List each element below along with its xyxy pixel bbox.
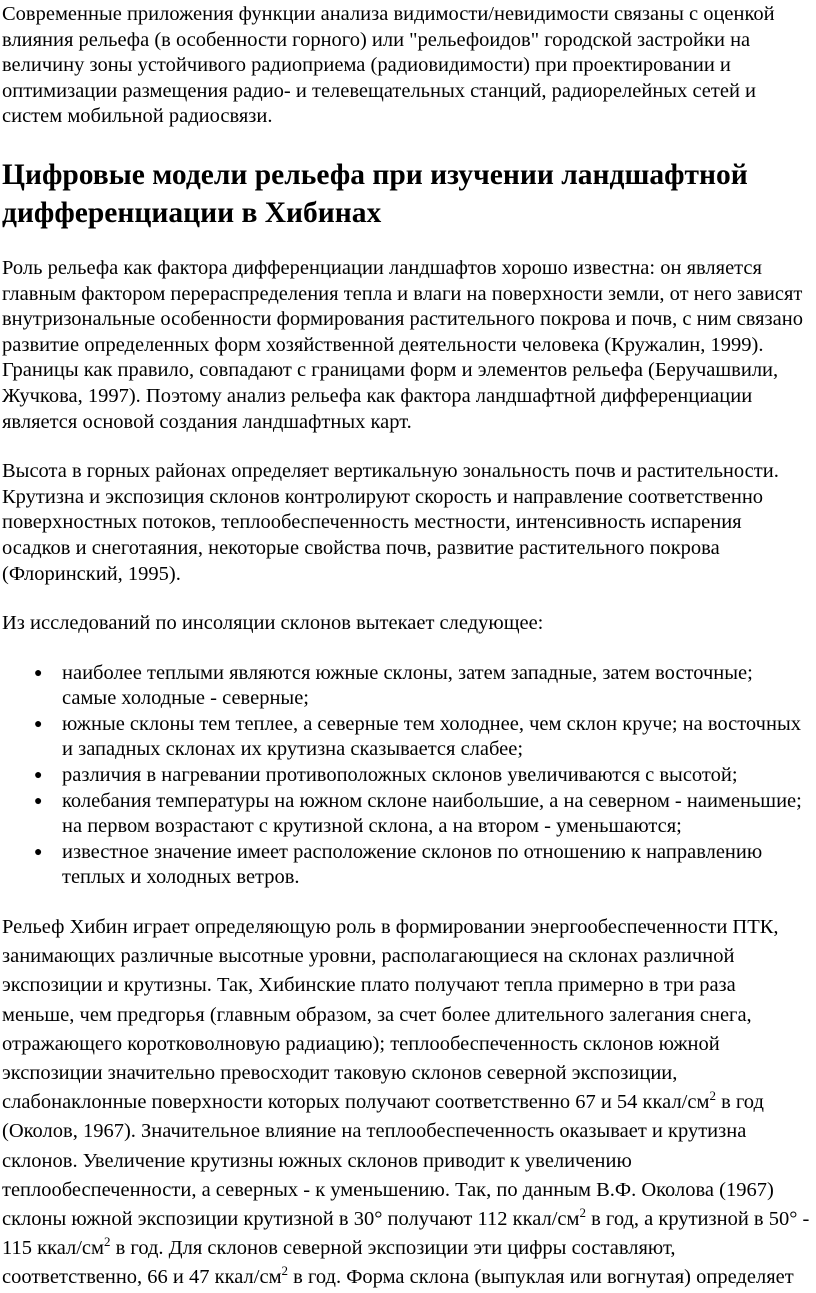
text-segment: в год (Околов, 1967). Значительное влияние на теплообеспеченность оказывает и крутизна склонов. Увеличение крутизны южных склонов приводит к увеличению теплообеспеченности, а северных - к уменьшению. Так, по данным В.Ф. Околова (1967) склоны южной экспозиции крутизной в 30° получают 112 ккал/см: [2, 1091, 774, 1231]
text-segment: в год. Для склонов северной экспозиции эти цифры составляют, соответственно, 66 и 47 ккал/см: [2, 1237, 676, 1289]
list-item: [34, 840, 810, 891]
paragraph-altitude: Высота в горных районах определяет вертикальную зональность почв и растительности. Крутизна и экспозиция склонов контролируют скорость и направление соответственно поверхностных потоков, теплообеспеченность местности, интенсивность испарения осадков и снеготаяния, некоторые свойства почв, развитие растительного покрова (Флоринский, 1995).: [2, 460, 779, 585]
superscript: 2: [281, 1263, 289, 1279]
list-item: [34, 661, 810, 712]
bullet-icon: ●: [34, 844, 43, 860]
paragraph-relief-role: Роль рельефа как фактора дифференциации ландшафтов хорошо известна: он является главным фактором перераспределения тепла и влаги на поверхности земли, от него зависят внутризональные особенности формирования растительного покрова и почв, с ним связано развитие определенных форм хозяйственной деятельности человека (Кружалин, 1999). Границы как правило, совпадают с границами форм и элементов рельефа (Беручашвили, Жучкова, 1997). Поэтому анализ рельефа как фактора ландшафтной дифференциации является основой создания ландшафтных карт.: [2, 256, 803, 433]
bullet-icon: ●: [34, 793, 43, 809]
section-heading: Цифровые модели рельефа при изучении ландшафтной дифференциации в Хибинах: [2, 158, 748, 229]
list-item: [34, 763, 810, 789]
list-item-text: различия в нагревании противоположных склонов увеличиваются с высотой;: [62, 764, 738, 787]
list-item: [34, 789, 810, 840]
text-segment: в год. Форма склона (выпуклая или вогнутая) определяет: [288, 1266, 794, 1289]
list-item-text: колебания температуры на южном склоне наибольшие, а на северном - наименьшие; на первом возрастают с крутизной склона, а на втором - уменьшаются;: [62, 789, 802, 838]
document-page: [2, 0, 810, 1293]
list-item-text: известное значение имеет расположение склонов по отношению к направлению теплых и холодных ветров.: [62, 840, 763, 889]
list-item-text: южные склоны тем теплее, а северные тем холоднее, чем склон круче; на восточных и западных склонах их крутизна сказывается слабее;: [62, 712, 801, 761]
superscript: 2: [104, 1234, 111, 1250]
bullet-icon: ●: [34, 716, 43, 732]
bullet-icon: ●: [34, 768, 43, 784]
insolation-list: [2, 661, 810, 891]
list-item-text: наиболее теплыми являются южные склоны, затем западные, затем восточные; самые холодные - северные;: [62, 661, 753, 710]
superscript: 2: [709, 1088, 716, 1104]
paragraph-khibiny-relief: [2, 913, 810, 1293]
paragraph-insolation-intro: Из исследований по инсоляции склонов вытекает следующее:: [2, 612, 544, 635]
superscript: 2: [579, 1205, 586, 1221]
intro-paragraph: Современные приложения функции анализа видимости/невидимости связаны с оценкой влияния рельефа (в особенности горного) или "рельефоидов" городской застройки на величину зоны устойчивого радиоприема (радиовидимости) при проектировании и оптимизации размещения радио- и телевещательных станций, радиорелейных сетей и систем мобильной радиосвязи.: [2, 3, 775, 128]
bullet-icon: ●: [34, 665, 43, 681]
text-segment: в год, а крутизной в 50° - 115 ккал/см: [2, 1208, 810, 1260]
text-segment: Рельеф Хибин играет определяющую роль в формировании энергообеспеченности ПТК, занимающих различные высотные уровни, располагающиеся на склонах различной экспозиции и крутизны. Так, Хибинские плато получают тепла примерно в три раза меньше, чем предгорья (главным образом, за счет более длительного залегания снега, отражающего коротковолновую радиацию); теплообеспеченность склонов южной экспозиции значительно превосходит таковую склонов северной экспозиции, слабонаклонные поверхности которых получают соответственно 67 и 54 ккал/см: [2, 916, 779, 1114]
list-item: [34, 712, 810, 763]
